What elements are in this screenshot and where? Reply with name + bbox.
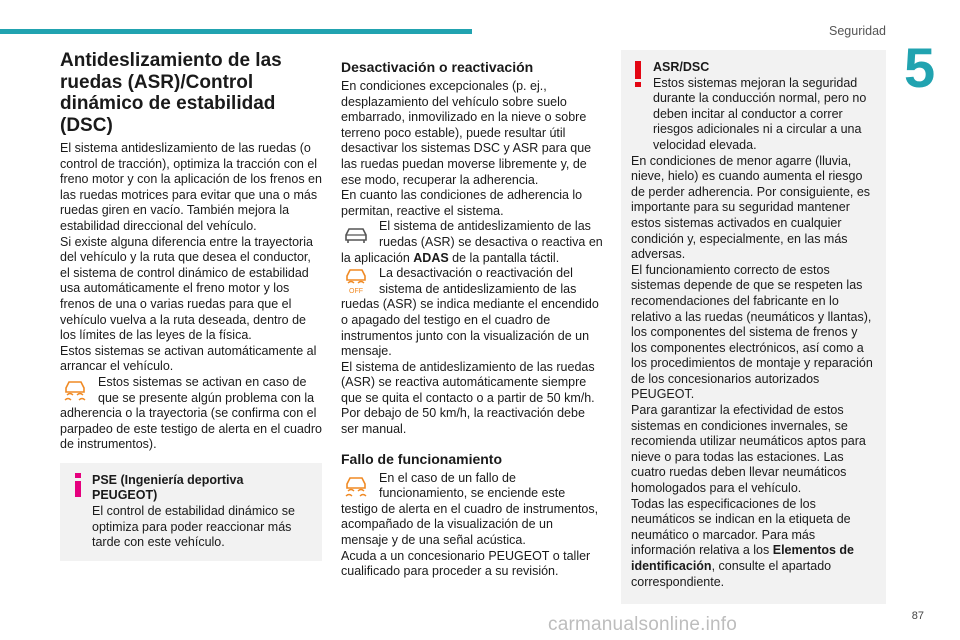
car-icon [341, 220, 371, 248]
section-title: Seguridad [829, 24, 886, 38]
heading-line-2: ruedas (ASR)/Control [60, 71, 254, 93]
heading-line-4: (DSC) [60, 114, 113, 136]
note-title: PSE (Ingeniería deportiva PEUGEOT) [92, 472, 244, 503]
heading-deactivation: Desactivación o reactivación [341, 59, 534, 75]
paragraph: El sistema de antideslizamiento de las ruedas (ASR) se desactiva o reactiva en la aplicación ADAS de la pantalla táctil. [341, 219, 603, 265]
paragraph: Si existe alguna diferencia entre la trayectoria del vehículo y la ruta que desea el conductor, el sistema de control dinámico de estabilidad usa automáticamente el freno motor y los frenos de una o varias ruedas para que el vehículo vuelva a la ruta deseada, dentro de los límites de las leyes de la física. [60, 234, 313, 343]
off-label: OFF [349, 288, 363, 296]
column-2 [341, 58, 603, 580]
skid-warning-icon [341, 472, 371, 500]
page-number: 87 [911, 610, 924, 622]
paragraph: Acuda a un concesionario PEUGEOT o taller cualificado para proceder a su revisión. [341, 548, 591, 579]
skid-warning-icon [60, 376, 90, 404]
top-accent-bar [0, 29, 472, 34]
paragraph: En cuanto las condiciones de adherencia lo permitan, reactive el sistema. [341, 188, 583, 218]
paragraph: Estos sistemas se activan en caso de que se presente algún problema con la adherencia o la trayectoria (se confirma con el parpadeo de este testigo de alerta en el cuadro de instrumentos). [60, 374, 322, 452]
malfunction-paragraph [341, 471, 603, 549]
skid-off-icon [341, 267, 371, 295]
warning-lamp-paragraph [60, 375, 322, 453]
paragraph: En condiciones excepcionales (p. ej., desplazamiento del vehículo sobre suelo embarrado, inmovilizado en la nieve o sobre terreno poco estable), puede resultar útil desactivar los sistemas DSC y ASR para que las ruedas puedan moverse libremente y, de ese modo, recuperar la adherencia. [341, 79, 592, 187]
asr-button-paragraph [341, 219, 603, 266]
info-note [60, 463, 322, 561]
chapter-number: 5 [904, 36, 936, 99]
paragraph: Por debajo de 50 km/h, la reactivación debe ser manual. [341, 406, 585, 437]
watermark: carmanualsonline.info [548, 614, 738, 635]
paragraph: El funcionamiento correcto de estos sistemas depende de que se respeten las recomendaciones del fabricante en lo relativo a las ruedas (neumáticos y llantas), los componentes del sistema de frenos y los componentes electrónicos, así como a los procedimientos de montaje y reparación de los concesionarios autorizados PEUGEOT. [631, 262, 873, 402]
paragraph: El sistema antideslizamiento de las ruedas (o control de tracción), optimiza la tracción con el freno motor y con la aplicación de los frenos en las ruedas motrices para evitar que una o más ruedas giren en vacío. También mejora la estabilidad direccional del vehículo. [60, 141, 322, 233]
heading-line-3: dinámico de estabilidad [60, 93, 276, 114]
heading-line-1: Antideslizamiento de las [60, 50, 282, 71]
paragraph: En el caso de un fallo de funcionamiento, se enciende este testigo de alerta en el cuadro de instrumentos, acompañado de la visualización de un mensaje y de una señal acústica. [341, 470, 599, 548]
warning-title: ASR/DSC [653, 60, 710, 74]
paragraph: Para garantizar la efectividad de estos sistemas en condiciones invernales, se recomienda utilizar neumáticos aptos para nieve o para todas las estaciones. Las cuatro ruedas deben llevar neumáticos homologados para el vehículo. [631, 403, 866, 496]
column-3 [621, 50, 886, 604]
paragraph: Todas las especificaciones de los neumáticos se indican en la etiqueta de neumático o marcador. Para más información relativa a los Elementos de identificación, consulte el apartado correspondiente. [631, 496, 855, 589]
info-icon [69, 472, 87, 498]
warning-box [621, 50, 886, 604]
paragraph: En condiciones de menor agarre (lluvia, nieve, hielo) es cuando aumenta el riesgo de perder adherencia. Por consiguiente, es importante para su seguridad mantener estos sistemas activados en cualquier condición y, especialmente, en las más adversas. [631, 153, 871, 262]
paragraph: Estos sistemas mejoran la seguridad durante la conducción normal, pero no deben incitar al conductor a correr riesgos adicionales ni a circular a una velocidad elevada. [653, 75, 867, 152]
paragraph: El sistema de antideslizamiento de las ruedas (ASR) se reactiva automáticamente siempre que se quita el contacto o a partir de 50 km/h. [341, 359, 595, 405]
page-heading [60, 50, 322, 136]
column-1 [60, 50, 322, 561]
exclamation-icon [633, 60, 643, 88]
note-body: El control de estabilidad dinámico se optimiza para poder reaccionar más tarde con este vehículo. [92, 504, 295, 550]
paragraph: La desactivación o reactivación del sistema de antideslizamiento de las ruedas (ASR) se indica mediante el encendido o apagado del testigo en el cuadro de instrumentos junto con la visualización de un mensaje. [341, 266, 599, 359]
asr-off-paragraph [341, 266, 603, 360]
paragraph: Estos sistemas se activan automáticamente al arrancar el vehículo. [60, 343, 317, 374]
heading-malfunction: Fallo de funcionamiento [341, 450, 503, 467]
